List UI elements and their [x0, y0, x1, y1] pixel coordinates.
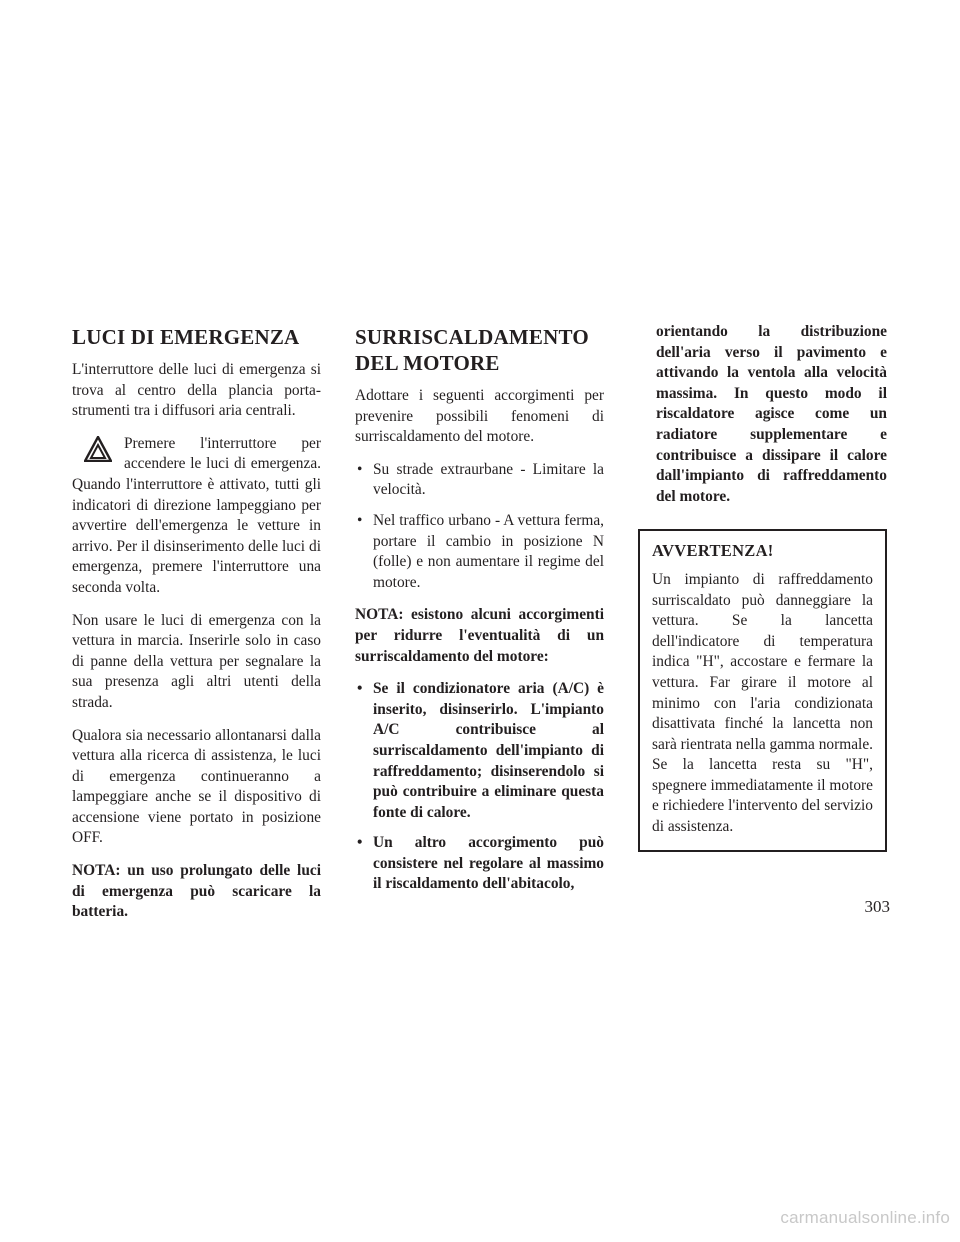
overheating-tips-list [355, 460, 604, 594]
overheating-continuation: orientando la distribuzione dell'aria verso il pavimento e attivando la ventola alla velocità massima. In questo modo il riscaldatore agisce come un radiatore supplementare e contribuisce a dissipare il calore dall'impianto di raffreddamento del motore. [656, 323, 887, 505]
warning-box [638, 529, 887, 851]
overheating-note: NOTA: esistono alcuni accorgimenti per ridurre l'eventualità di un surriscaldamento del motore: [355, 606, 604, 665]
section-title-hazard-lights: LUCI DI EMERGENZA [72, 325, 300, 349]
overheating-note-list [355, 679, 604, 895]
column-left [72, 322, 321, 935]
overheating-intro: Adottare i seguenti accorgimenti per prevenire possibili fenomeni di surriscaldamento del motore. [355, 387, 604, 446]
watermark: carmanualsonline.info [780, 1208, 950, 1227]
hazard-text-rest: Quando l'interruttore è attivato, tutti gli indicatori di direzione lampeggiano per avvertire dell'emergenza le vetture in arrivo. Per il disinserimento delle luci di emergenza, premere l'interruttore una seconda volta. [72, 475, 321, 596]
section-title-overheating [355, 324, 604, 376]
hazard-triangle-icon [84, 436, 112, 462]
column-middle [355, 322, 604, 907]
hazard-paragraph-2: Non usare le luci di emergenza con la vettura in marcia. Inserirle solo in caso di panne della vettura per segnalare la sua presenza agli altri utenti della strada. [72, 611, 321, 711]
list-item: • Un altro accorgimento può consistere nel regolare al massimo il riscaldamento dell'abitacolo, [355, 833, 604, 895]
page-number: 303 [864, 897, 890, 916]
hazard-intro-paragraph: L'interruttore delle luci di emergenza si trova al centro della plancia porta-strumenti tra i diffusori aria centrali. [72, 361, 321, 420]
overheating-title-line-1: SURRISCALDAMENTO [355, 325, 589, 349]
warning-title: AVVERTENZA! [652, 541, 774, 561]
list-item: • Su strade extraurbane - Limitare la velocità. [355, 460, 604, 501]
overheating-title-line-2: DEL MOTORE [355, 351, 500, 375]
hazard-switch-paragraph [72, 434, 321, 599]
hazard-text-lead: Premere l'interruttore per accendere le luci di emergenza. [124, 434, 321, 473]
warning-body: Un impianto di raffreddamento surriscaldato può danneggiare la vettura. Se la lancetta dell'indicatore di temperatura indica "H", accostare e fermare la vettura. Far girare il motore al minimo con l'aria condizionata disattivata finché la lancetta non sarà rientrata nella gamma normale. Se la lancetta resta su "H", spegnere immediatamente il motore e richiedere l'intervento del servizio di assistenza. [652, 570, 873, 836]
list-item: • Se il condizionatore aria (A/C) è inserito, disinserirlo. L'impianto A/C contribuisce al surriscaldamento dell'impianto di raffreddamento; disinserendolo si può contribuire a eliminare questa fonte di calore. [355, 679, 604, 823]
list-item: • Nel traffico urbano - A vettura ferma, portare il cambio in posizione N (folle) e non aumentare il regime del motore. [355, 511, 604, 593]
hazard-paragraph-3: Qualora sia necessario allontanarsi dalla vettura alla ricerca di assistenza, le luci di emergenza continueranno a lampeggiare anche se il dispositivo di accensione viene portato in posizione OFF. [72, 726, 321, 847]
hazard-note: NOTA: un uso prolungato delle luci di emergenza può scaricare la batteria. [72, 862, 321, 921]
column-right [638, 322, 887, 852]
